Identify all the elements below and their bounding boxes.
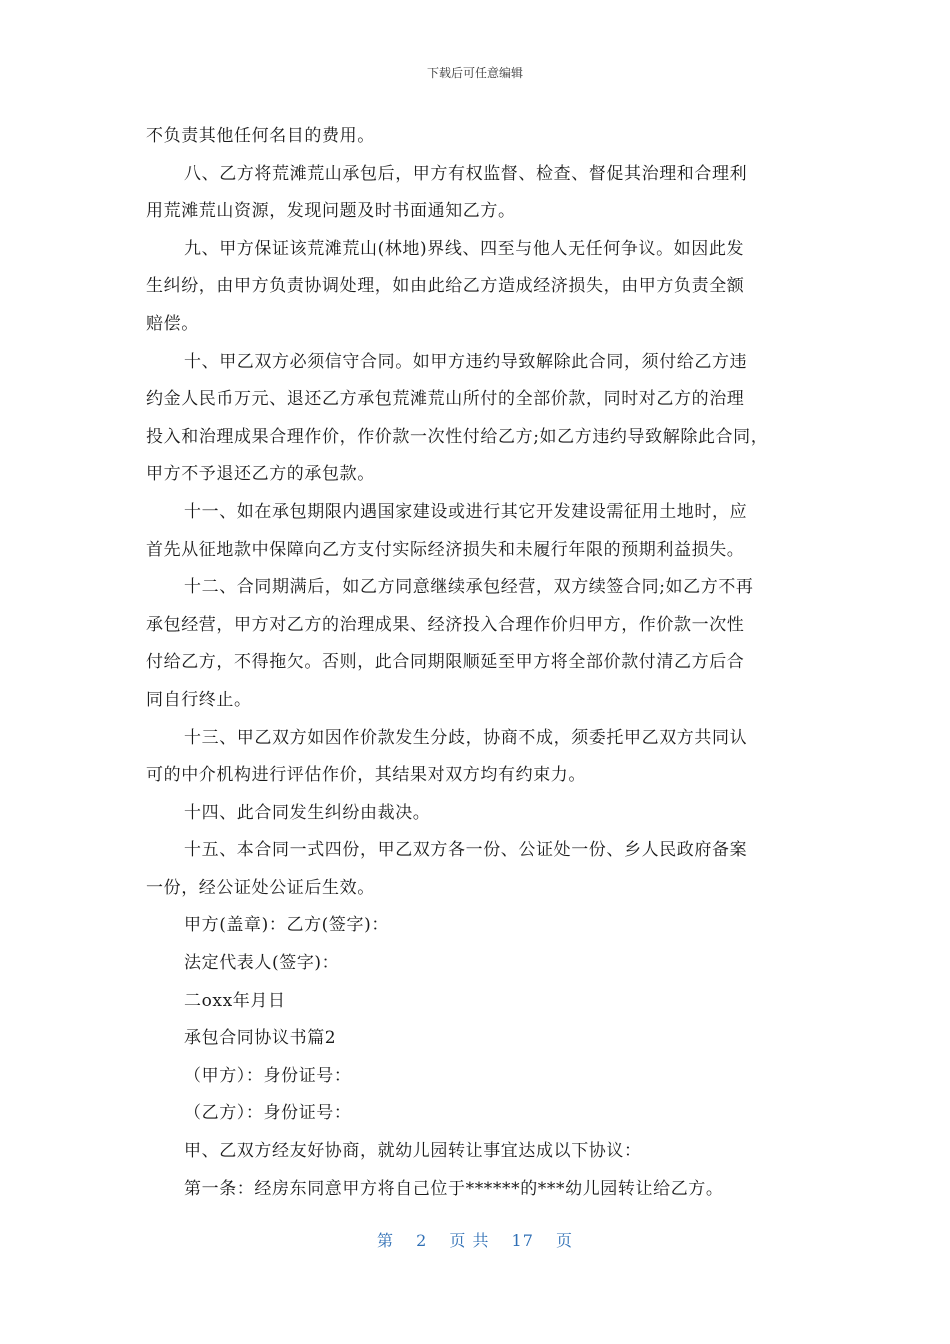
text-line: 同自行终止。 — [146, 689, 252, 710]
text-line: 赔偿。 — [146, 313, 199, 334]
footer-total-pages: 17 — [511, 1231, 534, 1250]
footer-end-label: 页 — [556, 1231, 574, 1250]
text-line: 第一条：经房东同意甲方将自己位于******的***幼儿园转让给乙方。 — [184, 1178, 724, 1199]
text-line: 十、甲乙双方必须信守合同。如甲方违约导致解除此合同，须付给乙方违 — [184, 351, 748, 372]
page-footer — [0, 1228, 950, 1251]
text-line: 十五、本合同一式四份，甲乙双方各一份、公证处一份、乡人民政府备案 — [184, 840, 748, 861]
text-line: 首先从征地款中保障向乙方支付实际经济损失和未履行年限的预期利益损失。 — [146, 539, 745, 560]
footer-page-label: 第 — [376, 1231, 394, 1250]
text-line: 十三、甲乙双方如因作价款发生分歧，协商不成，须委托甲乙双方共同认 — [184, 727, 748, 748]
text-line: 不负责其他任何名目的费用。 — [146, 126, 375, 146]
text-line: 约金人民币万元、退还乙方承包荒滩荒山所付的全部价款，同时对乙方的治理 — [146, 389, 745, 410]
text-line: （乙方）：身份证号： — [184, 1103, 352, 1124]
text-line: 十四、此合同发生纠纷由裁决。 — [184, 802, 431, 823]
text-line: 甲方(盖章)：乙方(签字)： — [184, 915, 389, 936]
footer-page-number: 2 — [416, 1231, 428, 1250]
text-line: 承包经营，甲方对乙方的治理成果、经济投入合理作价归甲方，作价款一次性 — [146, 614, 745, 635]
text-line: 甲方不予退还乙方的承包款。 — [146, 464, 375, 485]
text-line: 可的中介机构进行评估作价，其结果对双方均有约束力。 — [146, 765, 586, 786]
text-line: 法定代表人(签字)： — [184, 953, 340, 974]
footer-mid-label: 页 共 — [449, 1231, 490, 1250]
text-line: 八、乙方将荒滩荒山承包后，甲方有权监督、检查、督促其治理和合理利 — [184, 163, 748, 184]
section-heading: 承包合同协议书篇2 — [184, 1028, 337, 1049]
text-line: 投入和治理成果合理作价，作价款一次性付给乙方;如乙方违约导致解除此合同， — [146, 426, 769, 447]
text-line: 十一、如在承包期限内遇国家建设或进行其它开发建设需征用土地时，应 — [184, 501, 748, 522]
document-body — [146, 118, 806, 1208]
text-line: 一份，经公证处公证后生效。 — [146, 877, 375, 898]
text-line: 生纠纷，由甲方负责协调处理，如由此给乙方造成经济损失，由甲方负责全额 — [146, 276, 745, 297]
text-line: 甲、乙双方经友好协商，就幼儿园转让事宜达成以下协议： — [184, 1141, 642, 1162]
text-line: （甲方）：身份证号： — [184, 1065, 352, 1086]
text-line: 用荒滩荒山资源，发现问题及时书面通知乙方。 — [146, 201, 516, 222]
text-line: 二oxx年月日 — [184, 990, 286, 1011]
text-line: 十二、合同期满后，如乙方同意继续承包经营，双方续签合同;如乙方不再 — [184, 577, 754, 598]
text-line: 付给乙方，不得拖欠。否则，此合同期限顺延至甲方将全部价款付清乙方后合 — [146, 652, 745, 673]
page-header: 下载后可任意编辑 — [426, 66, 523, 80]
text-line: 九、甲方保证该荒滩荒山(林地)界线、四至与他人无任何争议。如因此发 — [184, 238, 745, 259]
